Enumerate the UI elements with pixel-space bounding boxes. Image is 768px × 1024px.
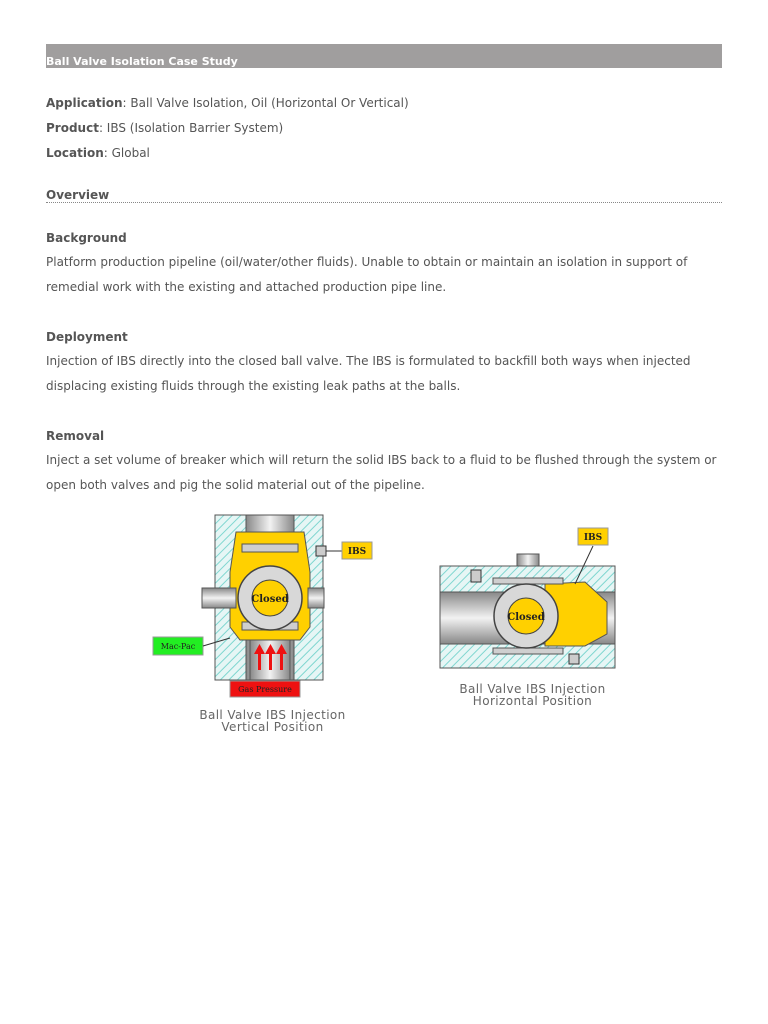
gas-pressure-arrows (254, 644, 287, 670)
location-value: : Global (103, 146, 150, 160)
gas-pressure-label: Gas Pressure (238, 685, 292, 694)
vertical-valve-diagram (150, 512, 380, 702)
horizontal-ibs-label: IBS (583, 533, 603, 543)
overview-heading: Overview (46, 188, 110, 202)
product-label: Product (46, 121, 99, 135)
macpac-label: Mac-Pac (160, 642, 196, 651)
deployment-text: Injection of IBS directly into the closed ball valve. The IBS is formulated to backfill both ways when injected displacing existing fluids through the existing leak paths at the balls. (46, 354, 691, 393)
vertical-ball-label: Closed (251, 594, 289, 605)
header-bar (46, 44, 722, 68)
removal-heading: Removal (46, 429, 105, 443)
location-line (46, 146, 150, 161)
background-text: Platform production pipeline (oil/water/other fluids). Unable to obtain or maintain an isolation in support of remedial work with the existing and attached production pipe line. (46, 255, 688, 294)
product-line (46, 121, 283, 136)
horizontal-caption-line2: Horizontal Position (472, 694, 593, 708)
vertical-ibs-label: IBS (347, 547, 367, 557)
horizontal-valve-diagram (435, 522, 625, 672)
vertical-caption-line1: Ball Valve IBS Injection (199, 708, 346, 722)
overview-divider (46, 202, 722, 203)
vertical-caption-line2: Vertical Position (221, 720, 324, 734)
horizontal-ball-label: Closed (507, 612, 545, 623)
vertical-caption (190, 709, 355, 733)
application-line (46, 96, 409, 111)
application-label: Application (46, 96, 123, 110)
removal-text: Inject a set volume of breaker which will return the solid IBS back to a fluid to be flushed through the system or open both valves and pig the solid material out of the pipeline. (46, 453, 717, 492)
background-heading: Background (46, 231, 127, 245)
location-label: Location (46, 146, 104, 160)
product-value: : IBS (Isolation Barrier System) (98, 121, 284, 135)
page-title: Ball Valve Isolation Case Study (46, 55, 238, 68)
application-value: : Ball Valve Isolation, Oil (Horizontal Or Vertical) (122, 96, 409, 110)
horizontal-caption-line1: Ball Valve IBS Injection (459, 682, 606, 696)
deployment-heading: Deployment (46, 330, 128, 344)
horizontal-caption (450, 683, 615, 707)
